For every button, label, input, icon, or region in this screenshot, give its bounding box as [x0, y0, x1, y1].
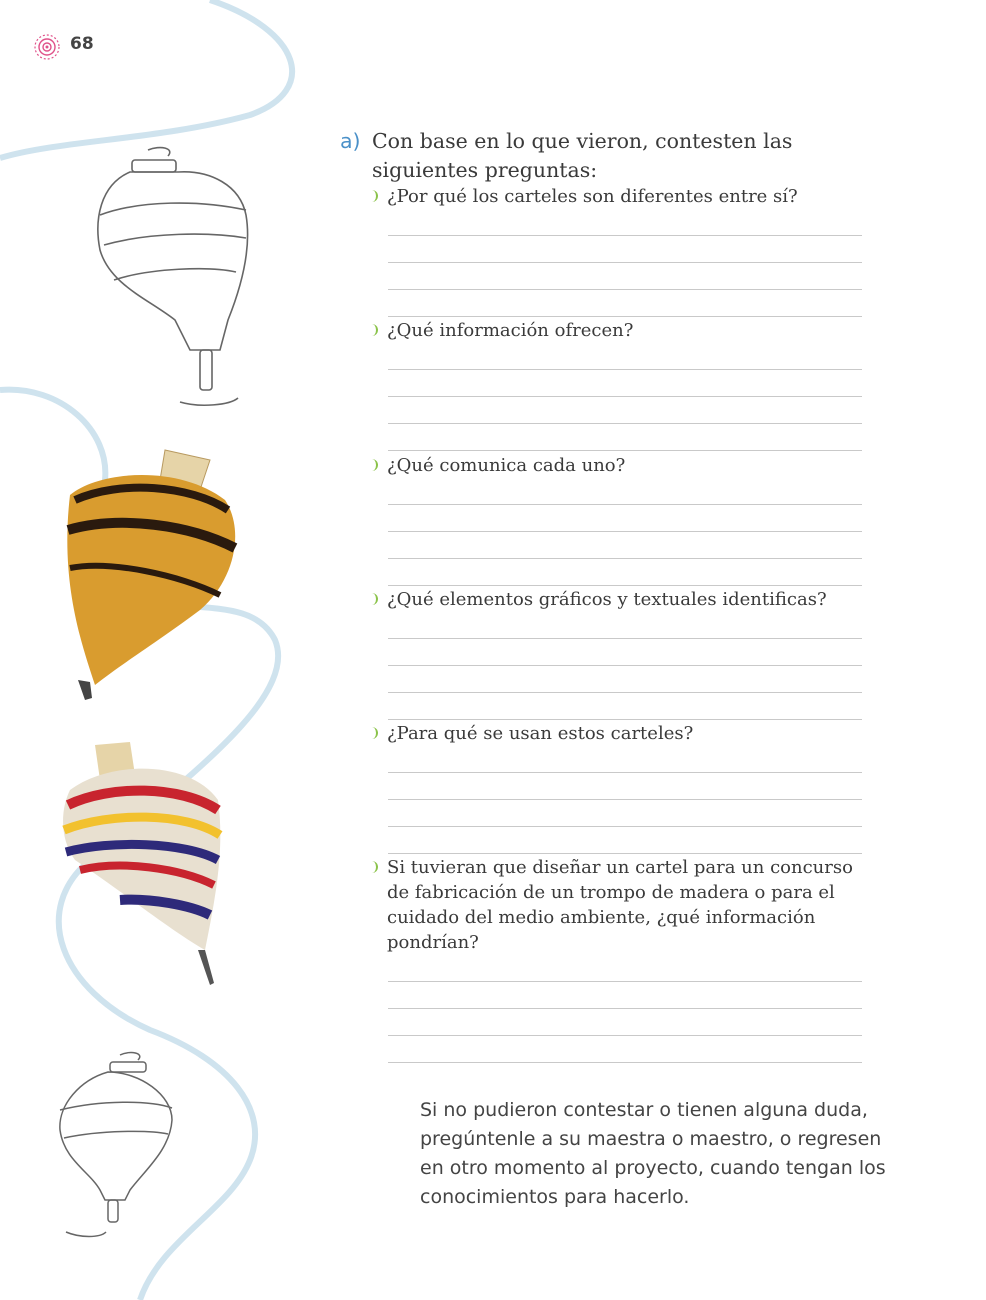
answer-line[interactable]: [388, 370, 862, 397]
answer-line[interactable]: [388, 1009, 862, 1036]
question-text: ¿Para qué se usan estos carteles?: [370, 721, 862, 746]
question-text: ¿Qué elementos gráficos y textuales identificas?: [370, 587, 862, 612]
spinning-top-sketch-icon: [60, 1053, 172, 1237]
answer-line[interactable]: [388, 827, 862, 854]
answer-line[interactable]: [388, 773, 862, 800]
wooden-top-striped-icon: [63, 742, 220, 985]
answer-line[interactable]: [388, 982, 862, 1009]
question-block: [370, 721, 862, 854]
activity-instruction: Con base en lo que vieron, contesten las siguientes preguntas:: [372, 129, 793, 182]
answer-line[interactable]: [388, 424, 862, 451]
question-text: ¿Qué comunica cada uno?: [370, 453, 862, 478]
answer-line[interactable]: [388, 209, 862, 236]
spinning-top-sketch-icon: [98, 148, 248, 406]
closing-note: Si no pudieron contestar o tienen alguna duda, pregúntenle a su maestra o maestro, o regresen en otro momento al proyecto, cuando tengan los conocimientos para hacerlo.: [420, 1099, 886, 1208]
answer-line[interactable]: [388, 397, 862, 424]
answer-line[interactable]: [388, 343, 862, 370]
answer-line[interactable]: [388, 236, 862, 263]
activity-letter: a): [340, 129, 361, 153]
answer-line[interactable]: [388, 478, 862, 505]
ribbon-curve: [0, 0, 292, 158]
answer-line[interactable]: [388, 639, 862, 666]
page-ornament-icon: [33, 33, 61, 61]
question-block: [370, 453, 862, 586]
wooden-top-brown-icon: [67, 450, 235, 700]
question-block: [370, 318, 862, 451]
answer-line[interactable]: [388, 263, 862, 290]
page-number: 68: [70, 34, 94, 54]
answer-line[interactable]: [388, 559, 862, 586]
answer-line[interactable]: [388, 955, 862, 982]
answer-line[interactable]: [388, 746, 862, 773]
answer-line[interactable]: [388, 612, 862, 639]
activity-intro: [340, 127, 860, 185]
question-text: ¿Por qué los carteles son diferentes entre sí?: [370, 184, 862, 209]
question-block: [370, 855, 862, 1063]
answer-line[interactable]: [388, 290, 862, 317]
answer-line[interactable]: [388, 532, 862, 559]
answer-line[interactable]: [388, 666, 862, 693]
answer-line[interactable]: [388, 800, 862, 827]
answer-line[interactable]: [388, 1036, 862, 1063]
question-block: [370, 587, 862, 720]
answer-line[interactable]: [388, 505, 862, 532]
question-block: [370, 184, 862, 317]
answer-line[interactable]: [388, 693, 862, 720]
question-text: ¿Qué información ofrecen?: [370, 318, 862, 343]
question-text: Si tuvieran que diseñar un cartel para un concurso de fabricación de un trompo de madera o para el cuidado del medio ambiente, ¿qué información pondrían?: [370, 855, 862, 955]
